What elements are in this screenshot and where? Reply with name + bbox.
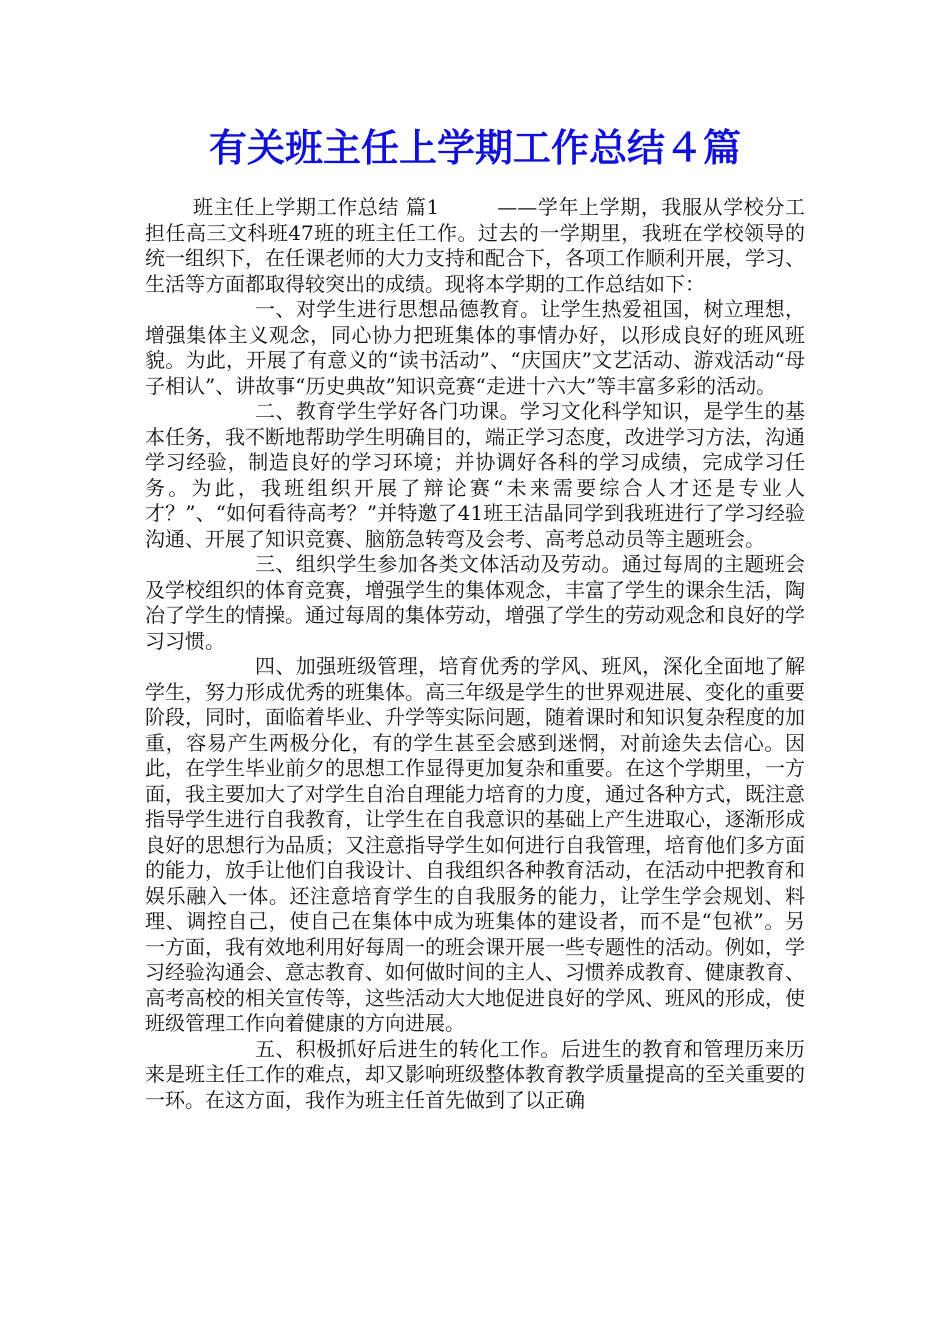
section-paragraph-5: 五、积极抓好后进生的转化工作。后进生的教育和管理历来历来是班主任工作的难点，却又影响班级整体教育教学质量提高的至关重要的一环。在这方面，我作为班主任首先做到了以正确 <box>145 1036 805 1112</box>
section-paragraph-2: 二、教育学生学好各门功课。学习文化科学知识，是学生的基本任务，我不断地帮助学生明确目的，端正学习态度，改进学习方法，沟通学习经验，制造良好的学习环境；并协调好各科的学习成绩，完成学习任务。为此，我班组织开展了辩论赛“未来需要综合人才还是专业人才？”、“如何看待高考？”并特邀了41班王洁晶同学到我班进行了学习经验沟通、开展了知识竞赛、脑筋急转弯及会考、高考总动员等主题班会。 <box>145 399 805 551</box>
intro-heading: 班主任上学期工作总结 篇1 <box>193 195 440 219</box>
intro-paragraph <box>145 195 805 297</box>
document-body <box>145 195 805 1113</box>
section-paragraph-3: 三、组织学生参加各类文体活动及劳动。通过每周的主题班会及学校组织的体育竞赛，增强学生的集体观念，丰富了学生的课余生活，陶冶了学生的情操。通过每周的集体劳动，增强了学生的劳动观念和良好的学习习惯。 <box>145 552 805 653</box>
section-paragraph-1: 一、对学生进行思想品德教育。让学生热爱祖国，树立理想，增强集体主义观念，同心协力把班集体的事情办好，以形成良好的班风班貌。为此，开展了有意义的“读书活动”、“庆国庆”文艺活动、游戏活动“母子相认”、讲故事“历史典故”知识竞赛“走进十六大”等丰富多彩的活动。 <box>145 297 805 398</box>
section-paragraph-4: 四、加强班级管理，培育优秀的学风、班风，深化全面地了解学生，努力形成优秀的班集体。高三年级是学生的世界观进展、变化的重要阶段，同时，面临着毕业、升学等实际问题，随着课时和知识复杂程度的加重，容易产生两极分化，有的学生甚至会感到迷惘，对前途失去信心。因此，在学生毕业前夕的思想工作显得更加复杂和重要。在这个学期里，一方面，我主要加大了对学生自治自理能力培育的力度，通过各种方式，既注意指导学生进行自我教育，让学生在自我意识的基础上产生进取心，逐渐形成良好的思想行为品质；又注意指导学生如何进行自我管理，培育他们多方面的能力，放手让他们自我设计、自我组织各种教育活动，在活动中把教育和娱乐融入一体。还注意培育学生的自我服务的能力，让学生学会规划、料理、调控自己，使自己在集体中成为班集体的建设者，而不是“包袱”。另一方面，我有效地利用好每周一的班会课开展一些专题性的活动。例如，学习经验沟通会、意志教育、如何做时间的主人、习惯养成教育、健康教育、高考高校的相关宣传等，这些活动大大地促进良好的学风、班风的形成，使班级管理工作向着健康的方向进展。 <box>145 654 805 1035</box>
intro-text: ——学年上学期，我服从学校分工担任高三文科班47班的班主任工作。过去的一学期里，我班在学校领导的统一组织下，在任课老师的大力支持和配合下，各项工作顺利开展，学习、生活等方面都取得较突出的成绩。现将本学期的工作总结如下： <box>145 195 806 296</box>
document-title: 有关班主任上学期工作总结４篇 <box>208 126 741 170</box>
